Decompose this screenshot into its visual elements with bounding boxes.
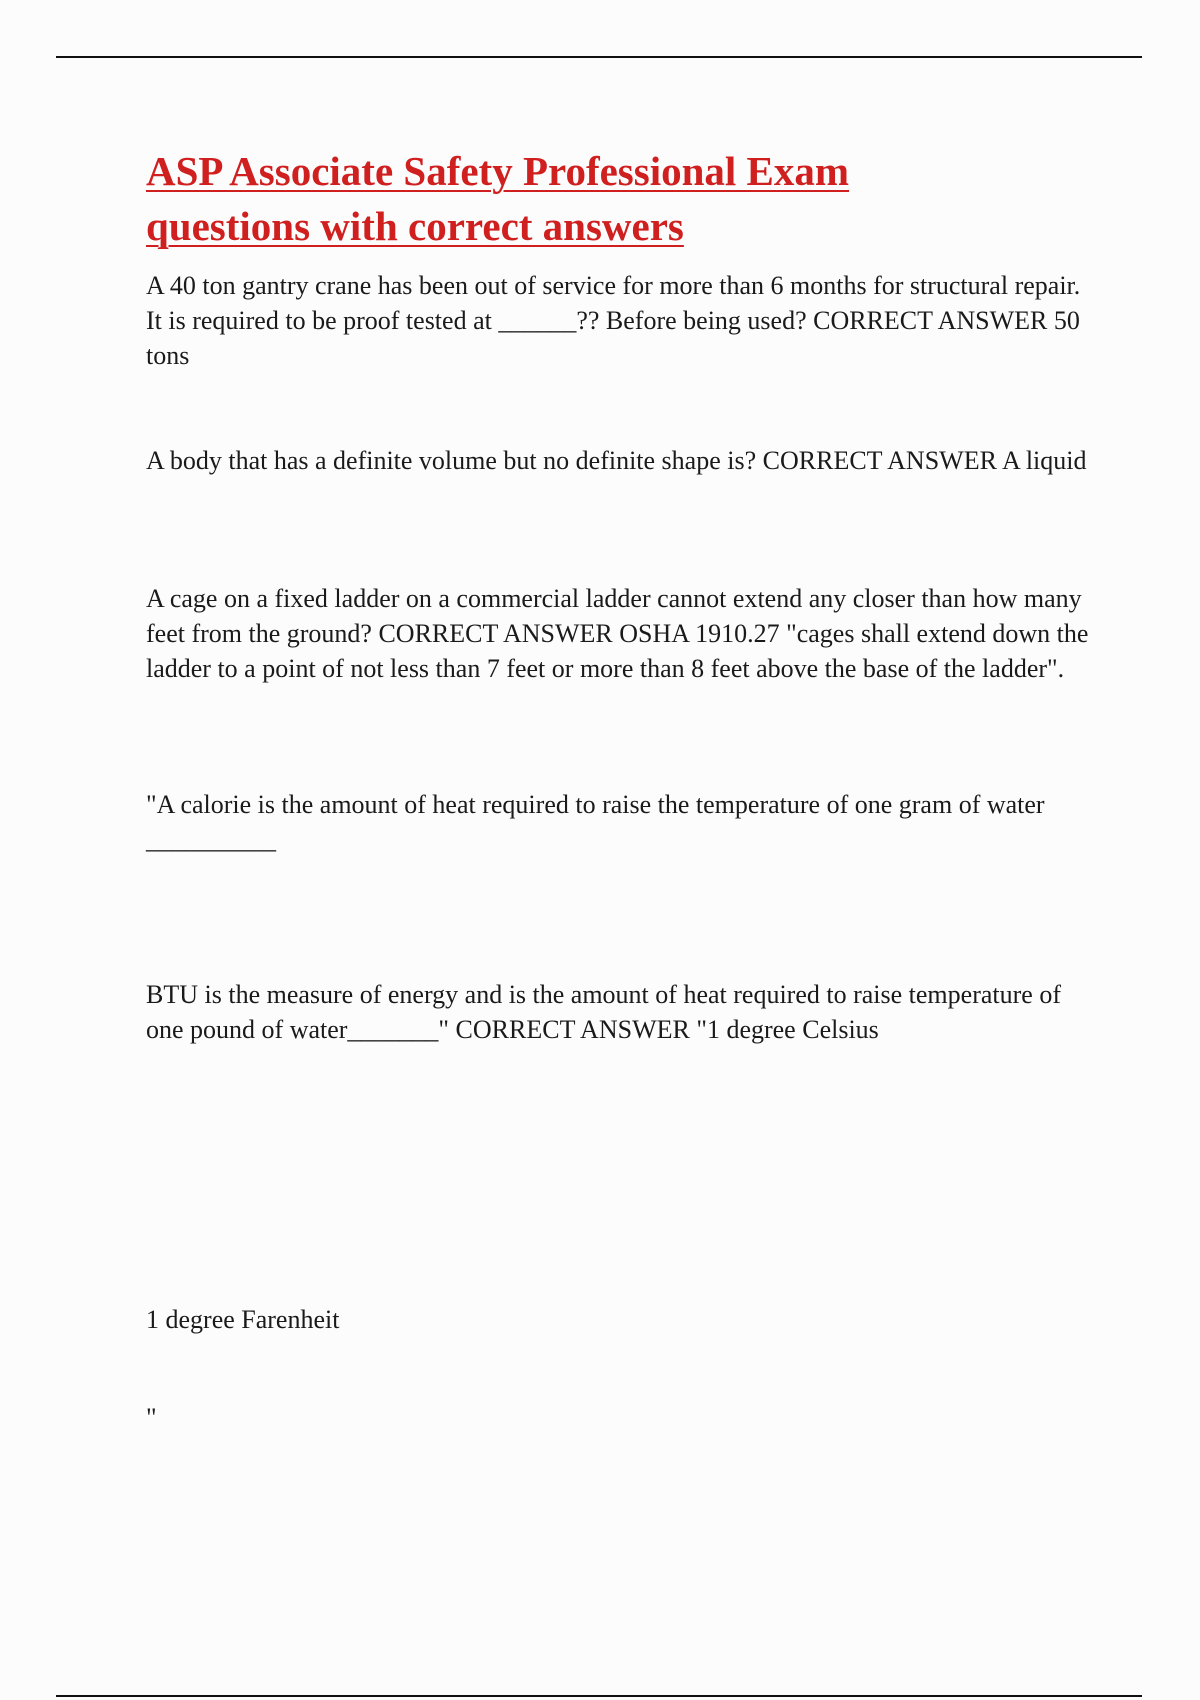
top-rule bbox=[56, 56, 1142, 58]
question-btu: BTU is the measure of energy and is the amount of heat required to raise temperature of one pound of water_______" CORRECT ANSWER "1 degree Celsius bbox=[146, 980, 1061, 1044]
document-title: ASP Associate Safety Professional Exam questions with correct answers bbox=[146, 148, 850, 249]
closing-quote: " bbox=[146, 1403, 157, 1432]
answer-fahrenheit: 1 degree Farenheit bbox=[146, 1305, 340, 1334]
question-ladder-cage: A cage on a fixed ladder on a commercial ladder cannot extend any closer than how many feet from the ground? CORRECT ANSWER OSHA 1910.27 "cages shall extend down the ladder to a point of not less than 7 feet or more than 8 feet above the base of the ladder". bbox=[146, 584, 1089, 683]
document-body bbox=[146, 144, 1106, 1432]
question-liquid: A body that has a definite volume but no definite shape is? CORRECT ANSWER A liquid bbox=[146, 446, 1087, 475]
question-crane: A 40 ton gantry crane has been out of service for more than 6 months for structural repair. It is required to be proof tested at ______?? Before being used? CORRECT ANSWER 50 tons bbox=[146, 271, 1081, 370]
bottom-rule bbox=[56, 1695, 1142, 1697]
question-calorie: "A calorie is the amount of heat required to raise the temperature of one gram of water __________ bbox=[146, 790, 1045, 854]
